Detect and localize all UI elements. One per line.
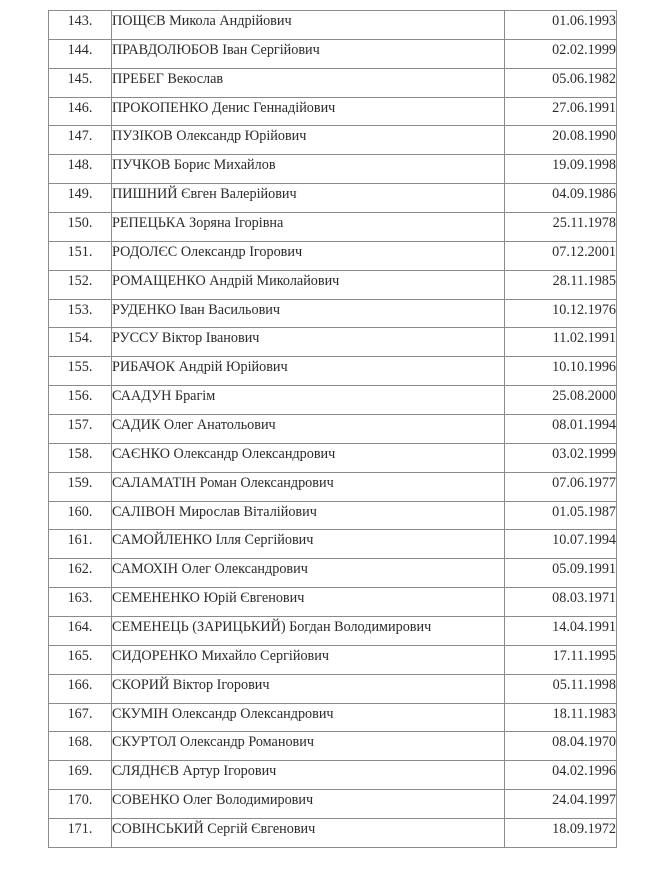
person-name-cell xyxy=(112,559,505,588)
row-number-cell xyxy=(49,674,112,703)
person-name: ПРОКОПЕНКО Денис Геннадійович xyxy=(112,99,336,116)
row-number-cell xyxy=(49,126,112,155)
person-name: РУДЕНКО Іван Васильович xyxy=(112,301,281,318)
person-name: СЛЯДНЄВ Артур Ігорович xyxy=(112,763,277,780)
table-row xyxy=(49,39,617,68)
birth-date-cell xyxy=(505,790,617,819)
row-number: 156. xyxy=(67,388,93,405)
table-row xyxy=(49,674,617,703)
table-row xyxy=(49,472,617,501)
row-number: 144. xyxy=(67,41,93,58)
row-number: 146. xyxy=(67,99,93,116)
birth-date: 08.01.1994 xyxy=(552,417,616,434)
birth-date: 07.12.2001 xyxy=(552,243,616,260)
birth-date-cell xyxy=(505,501,617,530)
person-name: САМОЙЛЕНКО Ілля Сергійович xyxy=(112,532,314,549)
birth-date-cell xyxy=(505,97,617,126)
row-number: 166. xyxy=(67,676,93,693)
table-row xyxy=(49,184,617,213)
table-row xyxy=(49,270,617,299)
row-number-cell xyxy=(49,184,112,213)
birth-date-cell xyxy=(505,732,617,761)
person-name-cell xyxy=(112,213,505,242)
person-name: ПРАВДОЛЮБОВ Іван Сергійович xyxy=(112,41,320,58)
person-name: СКОРИЙ Віктор Ігорович xyxy=(112,676,270,693)
row-number-cell xyxy=(49,588,112,617)
person-name-cell xyxy=(112,674,505,703)
row-number-cell xyxy=(49,443,112,472)
birth-date-cell xyxy=(505,761,617,790)
table-row xyxy=(49,645,617,674)
birth-date-cell xyxy=(505,126,617,155)
birth-date: 27.06.1991 xyxy=(552,99,616,116)
row-number: 163. xyxy=(67,590,93,607)
person-name: СИДОРЕНКО Михайло Сергійович xyxy=(112,647,329,664)
person-name: РИБАЧОК Андрій Юрійович xyxy=(112,359,288,376)
birth-date: 11.02.1991 xyxy=(552,330,616,347)
table-row xyxy=(49,790,617,819)
row-number-cell xyxy=(49,790,112,819)
table-row xyxy=(49,703,617,732)
person-name-cell xyxy=(112,184,505,213)
person-name: САЛІВОН Мирослав Віталійович xyxy=(112,503,317,520)
row-number: 145. xyxy=(67,70,93,87)
person-name-cell xyxy=(112,501,505,530)
birth-date-cell xyxy=(505,299,617,328)
person-name-cell xyxy=(112,472,505,501)
birth-date-cell xyxy=(505,241,617,270)
row-number: 167. xyxy=(67,705,93,722)
person-name-cell xyxy=(112,357,505,386)
row-number: 158. xyxy=(67,445,93,462)
person-name: ПУЗІКОВ Олександр Юрійович xyxy=(112,128,307,145)
table-row xyxy=(49,126,617,155)
birth-date-cell xyxy=(505,819,617,848)
row-number-cell xyxy=(49,645,112,674)
person-name-cell xyxy=(112,97,505,126)
row-number-cell xyxy=(49,11,112,40)
row-number: 168. xyxy=(67,734,93,751)
row-number-cell xyxy=(49,97,112,126)
row-number: 170. xyxy=(67,792,93,809)
row-number: 165. xyxy=(67,647,93,664)
birth-date-cell xyxy=(505,11,617,40)
birth-date: 05.09.1991 xyxy=(552,561,616,578)
birth-date-cell xyxy=(505,559,617,588)
person-name-cell xyxy=(112,241,505,270)
row-number-cell xyxy=(49,559,112,588)
person-name-cell xyxy=(112,126,505,155)
table-row xyxy=(49,328,617,357)
table-row xyxy=(49,386,617,415)
table-row xyxy=(49,501,617,530)
row-number-cell xyxy=(49,39,112,68)
row-number: 169. xyxy=(67,763,93,780)
birth-date-cell xyxy=(505,386,617,415)
birth-date-cell xyxy=(505,184,617,213)
row-number: 162. xyxy=(67,561,93,578)
row-number-cell xyxy=(49,472,112,501)
person-name-cell xyxy=(112,155,505,184)
person-name-cell xyxy=(112,270,505,299)
birth-date: 19.09.1998 xyxy=(552,157,616,174)
person-name-cell xyxy=(112,11,505,40)
table-row xyxy=(49,213,617,242)
birth-date-cell xyxy=(505,270,617,299)
table-row xyxy=(49,761,617,790)
person-name-cell xyxy=(112,386,505,415)
person-name-cell xyxy=(112,617,505,646)
birth-date: 08.03.1971 xyxy=(552,590,616,607)
person-name-cell xyxy=(112,299,505,328)
row-number-cell xyxy=(49,703,112,732)
row-number: 147. xyxy=(67,128,93,145)
person-name: САДИК Олег Анатольович xyxy=(112,417,276,434)
birth-date: 04.09.1986 xyxy=(552,186,616,203)
row-number-cell xyxy=(49,155,112,184)
person-name: СКУМІН Олександр Олександрович xyxy=(112,705,334,722)
person-name: САЄНКО Олександр Олександрович xyxy=(112,445,336,462)
birth-date-cell xyxy=(505,213,617,242)
person-name-cell xyxy=(112,530,505,559)
row-number: 143. xyxy=(67,13,93,29)
birth-date-cell xyxy=(505,472,617,501)
birth-date: 04.02.1996 xyxy=(552,763,616,780)
birth-date: 10.12.1976 xyxy=(552,301,616,318)
row-number: 148. xyxy=(67,157,93,174)
row-number-cell xyxy=(49,386,112,415)
row-number-cell xyxy=(49,732,112,761)
birth-date-cell xyxy=(505,68,617,97)
birth-date: 18.09.1972 xyxy=(552,821,616,838)
person-name: ПУЧКОВ Борис Михайлов xyxy=(112,157,276,174)
birth-date: 10.10.1996 xyxy=(552,359,616,376)
person-name: ПРЕБЕГ Векослав xyxy=(112,70,224,87)
birth-date-cell xyxy=(505,415,617,444)
birth-date-cell xyxy=(505,703,617,732)
person-name: СОВЕНКО Олег Володимирович xyxy=(112,792,314,809)
birth-date: 03.02.1999 xyxy=(552,445,616,462)
row-number: 161. xyxy=(67,532,93,549)
birth-date: 01.06.1993 xyxy=(552,13,616,29)
birth-date: 20.08.1990 xyxy=(552,128,616,145)
person-name-cell xyxy=(112,39,505,68)
row-number: 152. xyxy=(67,272,93,289)
person-name: СКУРТОЛ Олександр Романович xyxy=(112,734,314,751)
birth-date: 07.06.1977 xyxy=(552,474,616,491)
birth-date: 24.04.1997 xyxy=(552,792,616,809)
birth-date-cell xyxy=(505,617,617,646)
person-name: САЛАМАТІН Роман Олександрович xyxy=(112,474,334,491)
birth-date: 05.06.1982 xyxy=(552,70,616,87)
table-row xyxy=(49,443,617,472)
birth-date: 02.02.1999 xyxy=(552,41,616,58)
table-row xyxy=(49,732,617,761)
person-name: САМОХІН Олег Олександрович xyxy=(112,561,308,578)
birth-date: 08.04.1970 xyxy=(552,734,616,751)
row-number-cell xyxy=(49,357,112,386)
person-name-cell xyxy=(112,328,505,357)
person-name: ПОЩЄВ Микола Андрійович xyxy=(112,13,292,29)
person-name-cell xyxy=(112,68,505,97)
person-name: РОМАЩЕНКО Андрій Миколайович xyxy=(112,272,340,289)
row-number-cell xyxy=(49,819,112,848)
roster-table xyxy=(48,10,617,848)
table-row xyxy=(49,559,617,588)
row-number-cell xyxy=(49,213,112,242)
row-number-cell xyxy=(49,761,112,790)
birth-date-cell xyxy=(505,674,617,703)
table-row xyxy=(49,11,617,40)
table-row xyxy=(49,588,617,617)
birth-date: 17.11.1995 xyxy=(552,647,616,664)
person-name: РУССУ Віктор Іванович xyxy=(112,330,260,347)
table-row xyxy=(49,415,617,444)
table-row xyxy=(49,241,617,270)
row-number-cell xyxy=(49,299,112,328)
person-name-cell xyxy=(112,819,505,848)
birth-date: 25.08.2000 xyxy=(552,388,616,405)
person-name-cell xyxy=(112,703,505,732)
person-name-cell xyxy=(112,790,505,819)
birth-date: 25.11.1978 xyxy=(552,215,616,232)
row-number-cell xyxy=(49,617,112,646)
person-name: СААДУН Брагім xyxy=(112,388,216,405)
person-name-cell xyxy=(112,645,505,674)
birth-date-cell xyxy=(505,645,617,674)
person-name-cell xyxy=(112,443,505,472)
row-number-cell xyxy=(49,270,112,299)
row-number-cell xyxy=(49,530,112,559)
birth-date: 01.05.1987 xyxy=(552,503,616,520)
person-name: РОДОЛЄС Олександр Ігорович xyxy=(112,243,303,260)
row-number: 157. xyxy=(67,417,93,434)
row-number: 150. xyxy=(67,215,93,232)
birth-date-cell xyxy=(505,443,617,472)
birth-date: 05.11.1998 xyxy=(552,676,616,693)
person-name: ПИШНИЙ Євген Валерійович xyxy=(112,186,297,203)
birth-date: 28.11.1985 xyxy=(552,272,616,289)
person-name-cell xyxy=(112,588,505,617)
roster-table-body xyxy=(49,11,617,848)
table-row xyxy=(49,617,617,646)
row-number-cell xyxy=(49,241,112,270)
row-number: 153. xyxy=(67,301,93,318)
row-number-cell xyxy=(49,501,112,530)
row-number: 160. xyxy=(67,503,93,520)
row-number: 154. xyxy=(67,330,93,347)
birth-date-cell xyxy=(505,155,617,184)
person-name: СЕМЕНЕНКО Юрій Євгенович xyxy=(112,590,305,607)
table-row xyxy=(49,819,617,848)
table-row xyxy=(49,299,617,328)
person-name: СЕМЕНЕЦЬ (ЗАРИЦЬКИЙ) Богдан Володимирович xyxy=(112,619,432,636)
table-row xyxy=(49,357,617,386)
person-name-cell xyxy=(112,415,505,444)
row-number: 171. xyxy=(67,821,93,838)
row-number: 149. xyxy=(67,186,93,203)
birth-date-cell xyxy=(505,530,617,559)
birth-date: 14.04.1991 xyxy=(552,619,616,636)
row-number: 155. xyxy=(67,359,93,376)
table-row xyxy=(49,530,617,559)
table-row xyxy=(49,68,617,97)
row-number-cell xyxy=(49,328,112,357)
birth-date-cell xyxy=(505,39,617,68)
person-name: СОВІНСЬКИЙ Сергій Євгенович xyxy=(112,821,316,838)
birth-date-cell xyxy=(505,588,617,617)
row-number-cell xyxy=(49,68,112,97)
table-row xyxy=(49,97,617,126)
row-number-cell xyxy=(49,415,112,444)
birth-date-cell xyxy=(505,328,617,357)
birth-date: 18.11.1983 xyxy=(552,705,616,722)
row-number: 151. xyxy=(67,243,93,260)
birth-date: 10.07.1994 xyxy=(552,532,616,549)
person-name: РЕПЕЦЬКА Зоряна Ігорівна xyxy=(112,215,284,232)
birth-date-cell xyxy=(505,357,617,386)
person-name-cell xyxy=(112,732,505,761)
row-number: 159. xyxy=(67,474,93,491)
person-name-cell xyxy=(112,761,505,790)
row-number: 164. xyxy=(67,619,93,636)
table-row xyxy=(49,155,617,184)
